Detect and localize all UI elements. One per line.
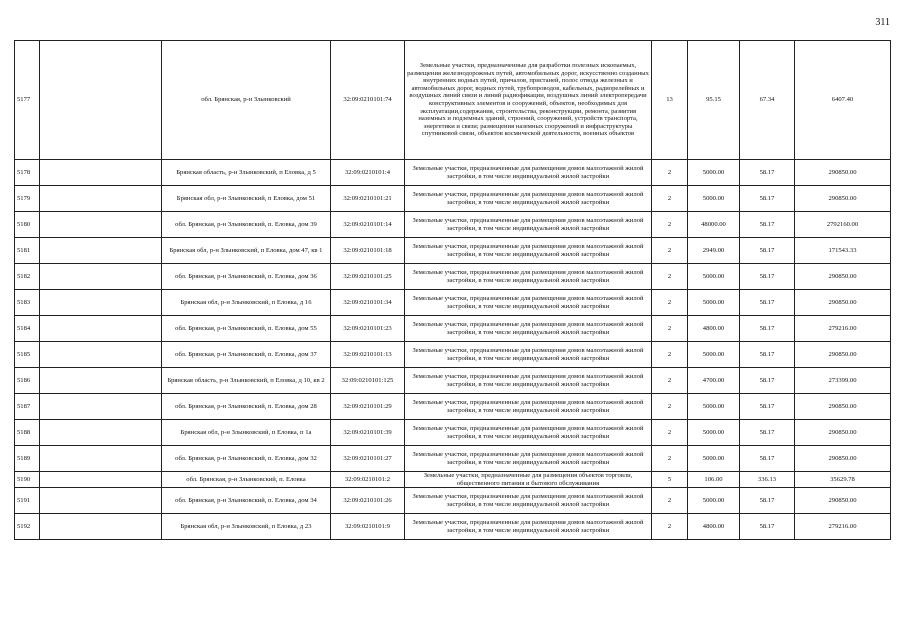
specific-value-cell: 58.17 — [740, 212, 795, 238]
cadastral-number-cell: 32:09:0210101:13 — [331, 342, 405, 368]
specific-value-cell: 336.13 — [740, 472, 795, 488]
group-code-cell: 2 — [652, 446, 688, 472]
land-use-category-cell: Земельные участки, предназначенные для размещения домов малоэтажной жилой застройки, в том числе индивидуальной жилой застройки — [405, 368, 652, 394]
area-cell: 95.15 — [688, 41, 740, 160]
area-cell: 5000.00 — [688, 186, 740, 212]
blank-cell — [40, 264, 162, 290]
cadastral-number-cell: 32:09:0210101:2 — [331, 472, 405, 488]
address-cell: Брянская область, р-н Злынковский, п Еловка, д 5 — [162, 160, 331, 186]
cadastral-number-cell: 32:09:0210101:34 — [331, 290, 405, 316]
specific-value-cell: 58.17 — [740, 368, 795, 394]
blank-cell — [40, 160, 162, 186]
cadastral-cost-cell: 279216.00 — [795, 514, 891, 540]
specific-value-cell: 58.17 — [740, 446, 795, 472]
land-use-category-cell: Земельные участки, предназначенные для размещения домов малоэтажной жилой застройки, в том числе индивидуальной жилой застройки — [405, 420, 652, 446]
address-cell: обл. Брянская, р-н Злынковский, п. Еловка, дом 36 — [162, 264, 331, 290]
group-code-cell: 2 — [652, 368, 688, 394]
address-cell: обл. Брянская, р-н Злынковский — [162, 41, 331, 160]
table-row — [15, 238, 891, 264]
blank-cell — [40, 186, 162, 212]
land-use-category-cell: Земельные участки, предназначенные для размещения объектов торговли, общественного питания и бытового обслуживания — [405, 472, 652, 488]
table-row — [15, 264, 891, 290]
group-code-cell: 2 — [652, 342, 688, 368]
specific-value-cell: 67.34 — [740, 41, 795, 160]
specific-value-cell: 58.17 — [740, 186, 795, 212]
land-use-category-cell: Земельные участки, предназначенные для размещения домов малоэтажной жилой застройки, в том числе индивидуальной жилой застройки — [405, 342, 652, 368]
specific-value-cell: 58.17 — [740, 238, 795, 264]
row-number: 5177 — [15, 41, 40, 160]
address-cell: обл. Брянская, р-н Злынковский, п. Еловка, дом 37 — [162, 342, 331, 368]
blank-cell — [40, 212, 162, 238]
specific-value-cell: 58.17 — [740, 290, 795, 316]
land-use-category-cell: Земельные участки, предназначенные для размещения домов малоэтажной жилой застройки, в том числе индивидуальной жилой застройки — [405, 290, 652, 316]
cadastral-number-cell: 32:09:0210101:25 — [331, 264, 405, 290]
cadastral-number-cell: 32:09:0210101:29 — [331, 394, 405, 420]
address-cell: Брянская обл, р-н Злынковский, п Еловка, дом 51 — [162, 186, 331, 212]
group-code-cell: 2 — [652, 514, 688, 540]
row-number: 5187 — [15, 394, 40, 420]
table-row — [15, 472, 891, 488]
area-cell: 5000.00 — [688, 264, 740, 290]
cadastral-cost-cell: 2792160.00 — [795, 212, 891, 238]
cadastral-cost-cell: 290850.00 — [795, 186, 891, 212]
group-code-cell: 2 — [652, 238, 688, 264]
specific-value-cell: 58.17 — [740, 342, 795, 368]
row-number: 5188 — [15, 420, 40, 446]
address-cell: Брянская обл, р-н Злынковский, п Еловка, д 23 — [162, 514, 331, 540]
row-number: 5181 — [15, 238, 40, 264]
area-cell: 5000.00 — [688, 394, 740, 420]
table-row — [15, 420, 891, 446]
table-body — [15, 41, 891, 540]
group-code-cell: 2 — [652, 160, 688, 186]
cadastral-cost-cell: 290850.00 — [795, 290, 891, 316]
blank-cell — [40, 316, 162, 342]
cadastral-number-cell: 32:09:0210101:4 — [331, 160, 405, 186]
area-cell: 106.00 — [688, 472, 740, 488]
address-cell: обл. Брянская, р-н Злынковский, п. Еловка — [162, 472, 331, 488]
row-number: 5184 — [15, 316, 40, 342]
cadastral-cost-cell: 290850.00 — [795, 420, 891, 446]
specific-value-cell: 58.17 — [740, 488, 795, 514]
cadastral-cost-cell: 290850.00 — [795, 160, 891, 186]
row-number: 5191 — [15, 488, 40, 514]
specific-value-cell: 58.17 — [740, 264, 795, 290]
blank-cell — [40, 394, 162, 420]
land-use-category-cell: Земельные участки, предназначенные для размещения домов малоэтажной жилой застройки, в том числе индивидуальной жилой застройки — [405, 394, 652, 420]
blank-cell — [40, 238, 162, 264]
area-cell: 5000.00 — [688, 420, 740, 446]
blank-cell — [40, 420, 162, 446]
area-cell: 5000.00 — [688, 290, 740, 316]
cadastral-cost-cell: 35629.78 — [795, 472, 891, 488]
address-cell: Брянская область, р-н Злынковский, п Еловка, д 10, кв 2 — [162, 368, 331, 394]
blank-cell — [40, 472, 162, 488]
cadastral-number-cell: 32:09:0210101:27 — [331, 446, 405, 472]
cadastral-cost-cell: 290850.00 — [795, 394, 891, 420]
blank-cell — [40, 290, 162, 316]
table-row — [15, 446, 891, 472]
table-row — [15, 290, 891, 316]
area-cell: 2949.00 — [688, 238, 740, 264]
cadastral-cost-cell: 290850.00 — [795, 264, 891, 290]
area-cell: 4800.00 — [688, 514, 740, 540]
cadastral-number-cell: 32:09:0210101:74 — [331, 41, 405, 160]
specific-value-cell: 58.17 — [740, 160, 795, 186]
specific-value-cell: 58.17 — [740, 316, 795, 342]
row-number: 5183 — [15, 290, 40, 316]
land-use-category-cell: Земельные участки, предназначенные для размещения домов малоэтажной жилой застройки, в том числе индивидуальной жилой застройки — [405, 264, 652, 290]
cadastral-cost-cell: 6407.40 — [795, 41, 891, 160]
cadastral-cost-cell: 290850.00 — [795, 446, 891, 472]
specific-value-cell: 58.17 — [740, 394, 795, 420]
cadastral-cost-cell: 273399.00 — [795, 368, 891, 394]
table-row — [15, 342, 891, 368]
table-row — [15, 212, 891, 238]
row-number: 5182 — [15, 264, 40, 290]
address-cell: обл. Брянская, р-н Злынковский, п. Еловка, дом 34 — [162, 488, 331, 514]
blank-cell — [40, 488, 162, 514]
land-use-category-cell: Земельные участки, предназначенные для размещения домов малоэтажной жилой застройки, в том числе индивидуальной жилой застройки — [405, 238, 652, 264]
address-cell: Брянская обл, р-н Злынковский, п Еловка, дом 47, кв 1 — [162, 238, 331, 264]
table-row — [15, 488, 891, 514]
cadastral-cost-cell: 290850.00 — [795, 488, 891, 514]
land-use-category-cell: Земельные участки, предназначенные для размещения домов малоэтажной жилой застройки, в том числе индивидуальной жилой застройки — [405, 316, 652, 342]
address-cell: обл. Брянская, р-н Злынковский, п. Еловка, дом 28 — [162, 394, 331, 420]
group-code-cell: 2 — [652, 264, 688, 290]
table-row — [15, 316, 891, 342]
table-row — [15, 394, 891, 420]
area-cell: 5000.00 — [688, 446, 740, 472]
row-number: 5192 — [15, 514, 40, 540]
address-cell: Брянская обл, р-н Злынковский, п Еловка, д 16 — [162, 290, 331, 316]
table-row — [15, 368, 891, 394]
table-row — [15, 514, 891, 540]
cadastral-number-cell: 32:09:0210101:39 — [331, 420, 405, 446]
land-use-category-cell: Земельные участки, предназначенные для размещения домов малоэтажной жилой застройки, в том числе индивидуальной жилой застройки — [405, 446, 652, 472]
area-cell: 5000.00 — [688, 160, 740, 186]
page-number: 311 — [875, 17, 890, 28]
cadastral-cost-cell: 171543.33 — [795, 238, 891, 264]
group-code-cell: 5 — [652, 472, 688, 488]
area-cell: 4800.00 — [688, 316, 740, 342]
blank-cell — [40, 41, 162, 160]
land-use-category-cell: Земельные участки, предназначенные для разработки полезных ископаемых, размещения железнодорожных путей, автомобильных дорог, искусственно созданных внутренних водных путей, причалов, пристаней, полос отвода железных и автомобильных дорог, водных путей, трубопроводов, кабельных, радиорелейных и воздушных линий связи и линий радиофикации, воздушных линий электропередачи конструктивных элементов и сооружений, объектов, необходимых для эксплуатации,содержания, строительства, реконструкции, ремонта, развития наземных и подземных зданий, строений, сооружений, устройств транспорта, энергетики и связи; размещения наземных сооружений и инфраструктуры спутниковой связи, объектов космической деятельности, военных объектов — [405, 41, 652, 160]
address-cell: обл. Брянская, р-н Злынковский, п. Еловка, дом 32 — [162, 446, 331, 472]
cadastral-number-cell: 32:09:0210101:23 — [331, 316, 405, 342]
cadastral-cost-cell: 290850.00 — [795, 342, 891, 368]
group-code-cell: 2 — [652, 488, 688, 514]
row-number: 5190 — [15, 472, 40, 488]
cadastral-number-cell: 32:09:0210101:125 — [331, 368, 405, 394]
blank-cell — [40, 368, 162, 394]
row-number: 5179 — [15, 186, 40, 212]
address-cell: обл. Брянская, р-н Злынковский, п. Еловка, дом 55 — [162, 316, 331, 342]
row-number: 5189 — [15, 446, 40, 472]
row-number: 5180 — [15, 212, 40, 238]
land-use-category-cell: Земельные участки, предназначенные для размещения домов малоэтажной жилой застройки, в том числе индивидуальной жилой застройки — [405, 488, 652, 514]
blank-cell — [40, 446, 162, 472]
cadastral-number-cell: 32:09:0210101:9 — [331, 514, 405, 540]
specific-value-cell: 58.17 — [740, 514, 795, 540]
land-registry-table — [14, 40, 891, 540]
address-cell: Брянская обл, р-н Злынковский, п Еловка, п 1а — [162, 420, 331, 446]
blank-cell — [40, 342, 162, 368]
blank-cell — [40, 514, 162, 540]
area-cell: 4700.00 — [688, 368, 740, 394]
area-cell: 5000.00 — [688, 342, 740, 368]
land-use-category-cell: Земельные участки, предназначенные для размещения домов малоэтажной жилой застройки, в том числе индивидуальной жилой застройки — [405, 212, 652, 238]
cadastral-number-cell: 32:09:0210101:21 — [331, 186, 405, 212]
table-row — [15, 160, 891, 186]
group-code-cell: 13 — [652, 41, 688, 160]
row-number: 5186 — [15, 368, 40, 394]
area-cell: 48000.00 — [688, 212, 740, 238]
specific-value-cell: 58.17 — [740, 420, 795, 446]
group-code-cell: 2 — [652, 316, 688, 342]
group-code-cell: 2 — [652, 420, 688, 446]
address-cell: обл. Брянская, р-н Злынковский, п. Еловка, дом 39 — [162, 212, 331, 238]
table-row — [15, 41, 891, 160]
row-number: 5185 — [15, 342, 40, 368]
cadastral-number-cell: 32:09:0210101:26 — [331, 488, 405, 514]
group-code-cell: 2 — [652, 394, 688, 420]
cadastral-number-cell: 32:09:0210101:18 — [331, 238, 405, 264]
land-use-category-cell: Земельные участки, предназначенные для размещения домов малоэтажной жилой застройки, в том числе индивидуальной жилой застройки — [405, 186, 652, 212]
cadastral-number-cell: 32:09:0210101:14 — [331, 212, 405, 238]
row-number: 5178 — [15, 160, 40, 186]
group-code-cell: 2 — [652, 212, 688, 238]
group-code-cell: 2 — [652, 290, 688, 316]
cadastral-cost-cell: 279216.00 — [795, 316, 891, 342]
group-code-cell: 2 — [652, 186, 688, 212]
table-row — [15, 186, 891, 212]
land-use-category-cell: Земельные участки, предназначенные для размещения домов малоэтажной жилой застройки, в том числе индивидуальной жилой застройки — [405, 514, 652, 540]
area-cell: 5000.00 — [688, 488, 740, 514]
land-use-category-cell: Земельные участки, предназначенные для размещения домов малоэтажной жилой застройки, в том числе индивидуальной жилой застройки — [405, 160, 652, 186]
